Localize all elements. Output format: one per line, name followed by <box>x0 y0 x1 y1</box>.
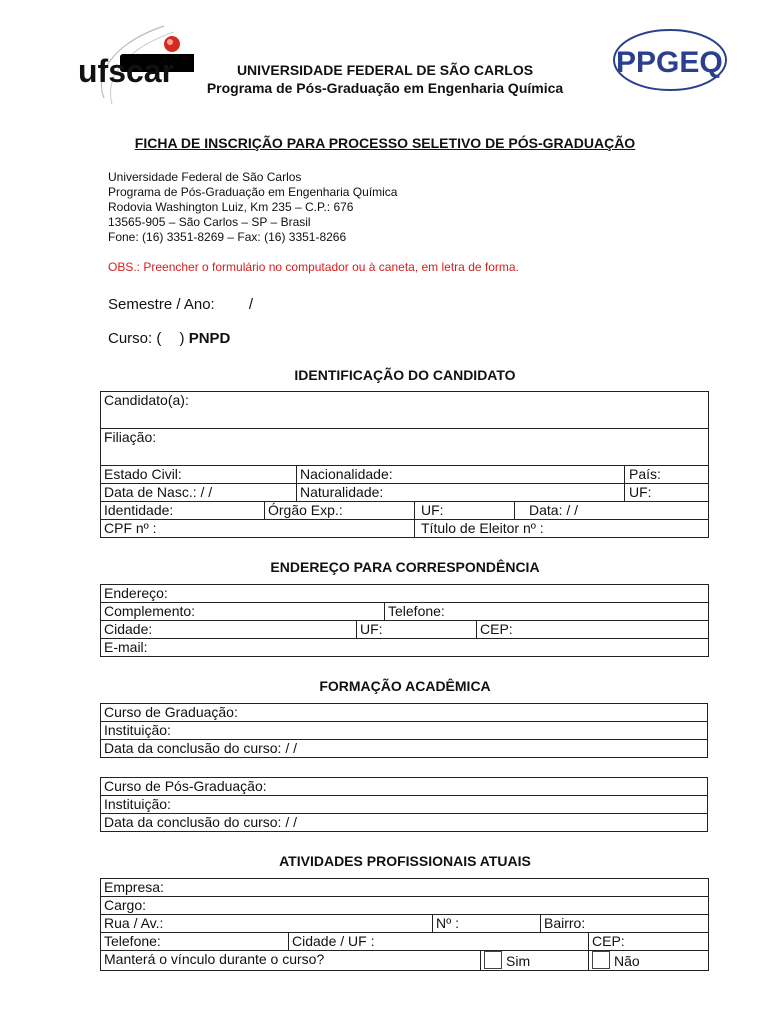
sim-option[interactable] <box>481 951 589 971</box>
bairro-field[interactable]: Bairro: <box>541 915 709 933</box>
nao-checkbox[interactable] <box>592 951 610 969</box>
data-nasc-field[interactable]: Data de Nasc.: / / <box>101 484 297 502</box>
semestre-ano-field[interactable] <box>108 296 253 313</box>
curso-field[interactable] <box>108 330 230 347</box>
graduacao-table <box>100 703 708 758</box>
candidato-field[interactable]: Candidato(a): <box>101 392 709 429</box>
section-formacao: FORMAÇÃO ACADÊMICA <box>319 678 491 694</box>
cpf-field[interactable]: CPF nº : <box>101 520 415 538</box>
address-line: Programa de Pós-Graduação em Engenharia Química <box>108 185 398 199</box>
conclusao-pos-field[interactable]: Data da conclusão do curso: / / <box>101 814 708 832</box>
university-name: UNIVERSIDADE FEDERAL DE SÃO CARLOS <box>236 62 534 78</box>
semestre-ano-label: Semestre / Ano: <box>108 296 215 313</box>
nacionalidade-field[interactable]: Nacionalidade: <box>297 466 625 484</box>
cep-empresa-field[interactable]: CEP: <box>589 933 709 951</box>
conclusao-graduacao-field[interactable]: Data da conclusão do curso: / / <box>101 740 708 758</box>
atividades-table <box>100 878 709 971</box>
curso-option-pnpd: PNPD <box>188 330 231 347</box>
orgao-exp-field[interactable]: Órgão Exp.: <box>265 502 415 520</box>
identidade-field[interactable]: Identidade: <box>101 502 265 520</box>
data-expedicao-field[interactable]: Data: / / <box>515 502 709 520</box>
numero-field[interactable]: Nº : <box>433 915 541 933</box>
nao-option[interactable] <box>589 951 709 971</box>
instituicao-graduacao-field[interactable]: Instituição: <box>101 722 708 740</box>
ufscar-logo-text: ufscar <box>78 53 175 89</box>
email-field[interactable]: E-mail: <box>101 639 709 657</box>
estado-civil-field[interactable]: Estado Civil: <box>101 466 297 484</box>
obs-note: OBS.: Preencher o formulário no computador ou à caneta, em letra de forma. <box>108 260 519 274</box>
semestre-separator: / <box>248 296 254 313</box>
ppgeq-logo-text: PPGEQ <box>616 46 723 79</box>
nao-label: Não <box>614 953 640 969</box>
complemento-field[interactable]: Complemento: <box>101 603 385 621</box>
form-title: FICHA DE INSCRIÇÃO PARA PROCESSO SELETIVO DE PÓS-GRADUAÇÃO <box>134 135 636 151</box>
telefone-field[interactable]: Telefone: <box>385 603 709 621</box>
identificacao-table <box>100 391 709 538</box>
cidade-uf-field[interactable]: Cidade / UF : <box>289 933 589 951</box>
telefone-empresa-field[interactable]: Telefone: <box>101 933 289 951</box>
vinculo-question: Manterá o vínculo durante o curso? <box>101 951 481 971</box>
curso-label: Curso: ( <box>108 330 162 347</box>
naturalidade-field[interactable]: Naturalidade: <box>297 484 625 502</box>
ppgeq-logo <box>610 26 730 94</box>
address-line: Universidade Federal de São Carlos <box>108 170 302 184</box>
section-endereco: ENDEREÇO PARA CORRESPONDÊNCIA <box>270 559 540 575</box>
section-atividades: ATIVIDADES PROFISSIONAIS ATUAIS <box>279 853 531 869</box>
pos-graduacao-table <box>100 777 708 832</box>
filiacao-field[interactable]: Filiação: <box>101 429 709 466</box>
address-line: Fone: (16) 3351-8269 – Fax: (16) 3351-8266 <box>108 230 347 244</box>
section-identificacao: IDENTIFICAÇÃO DO CANDIDATO <box>294 367 516 383</box>
cep-field[interactable]: CEP: <box>477 621 709 639</box>
curso-paren-close: ) <box>179 330 185 347</box>
cidade-field[interactable]: Cidade: <box>101 621 357 639</box>
endereco-table <box>100 584 709 657</box>
sim-label: Sim <box>506 953 531 969</box>
program-name: Programa de Pós-Graduação em Engenharia Química <box>206 80 564 96</box>
uf-field[interactable]: UF: <box>625 484 709 502</box>
uf-identidade-field[interactable]: UF: <box>415 502 515 520</box>
rua-field[interactable]: Rua / Av.: <box>101 915 433 933</box>
curso-pos-field[interactable]: Curso de Pós-Graduação: <box>101 778 708 796</box>
curso-graduacao-field[interactable]: Curso de Graduação: <box>101 704 708 722</box>
cargo-field[interactable]: Cargo: <box>101 897 709 915</box>
uf-endereco-field[interactable]: UF: <box>357 621 477 639</box>
sim-checkbox[interactable] <box>484 951 502 969</box>
titulo-eleitor-field[interactable]: Título de Eleitor nº : <box>415 520 709 538</box>
endereco-field[interactable]: Endereço: <box>101 585 709 603</box>
empresa-field[interactable]: Empresa: <box>101 879 709 897</box>
pais-field[interactable]: País: <box>625 466 709 484</box>
instituicao-pos-field[interactable]: Instituição: <box>101 796 708 814</box>
address-line: Rodovia Washington Luiz, Km 235 – C.P.: 676 <box>108 200 354 214</box>
address-line: 13565-905 – São Carlos – SP – Brasil <box>108 215 311 229</box>
